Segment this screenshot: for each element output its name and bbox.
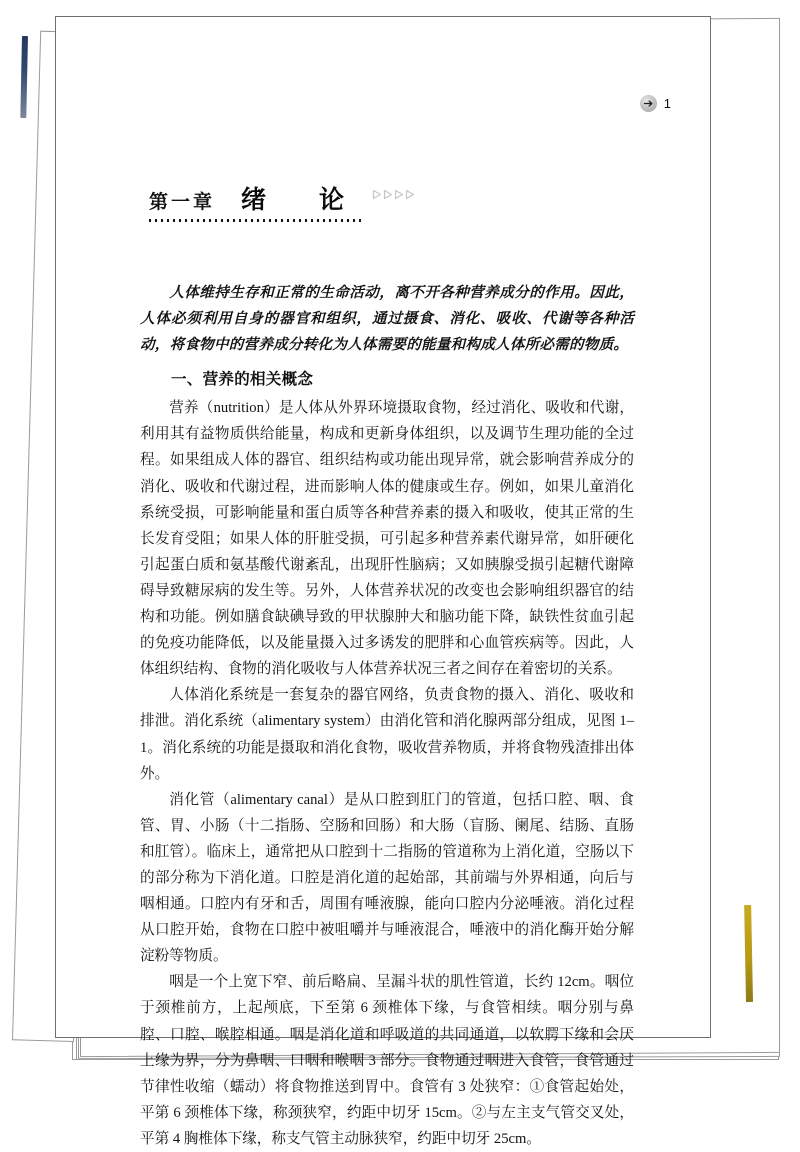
folio [640,95,671,112]
chapter-heading-row [149,180,479,216]
chapter-title: 绪 论 [241,187,359,214]
section-heading: 一、营养的相关概念 [171,371,314,389]
page-number: 1 [663,96,671,111]
paragraph-nutrition-definition: 营养（nutrition）是人体从外界环境摄取食物，经过消化、吸收和代谢，利用其有益物质供给能量，构成和更新身体组织，以及调节生理功能的全过程。如果组成人体的器官、组织结构或功能出现异常，就会影响营养成分的消化、吸收和代谢过程，进而影响人体的健康或生存。例如，如果儿童消化系统受损，可影响能量和蛋白质等各种营养素的摄入和吸收，使其正常的生长发育受阻；如果人体的肝脏受损，可引起多种营养素代谢异常，如肝硬化引起蛋白质和氨基酸代谢紊乱，出现肝性脑病；又如胰腺受损引起糖代谢障碍导致糖尿病的发生等。另外，人体营养状况的改变也会影响组织器官的结构和功能。例如膳食缺碘导致的甲状腺肿大和脑功能下降，缺铁性贫血引起的免疫功能降低，以及能量摄入过多诱发的肥胖和心血管疾病等。因此，人体组织结构、食物的消化吸收与人体营养状况三者之间存在着密切的关系。 [140,400,634,678]
paragraph-digestive-system: 人体消化系统是一套复杂的器官网络，负责食物的摄入、消化、吸收和排泄。消化系统（alimentary system）由消化管和消化腺两部分组成，见图 1–1。消化系统的功能是摄取和消化食物，吸收营养物质，并将食物残渣排出体外。 [140,687,634,782]
page-body [140,280,634,1152]
chapter-label: 第一章 [149,192,216,213]
chapter-heading [149,180,479,222]
front-page [55,16,711,1147]
arrow-circle-icon [640,95,657,112]
paragraph-intro: 人体维持生存和正常的生命活动，离不开各种营养成分的作用。因此，人体必须利用自身的器官和组织，通过摄食、消化、吸收、代谢等各种活动，将食物中的营养成分转化为人体需要的能量和构成人体所必需的物质。 [140,285,634,354]
paragraph-pharynx: 咽是一个上宽下窄、前后略扁、呈漏斗状的肌性管道，长约 12cm。咽位于颈椎前方，上起颅底，下至第 6 颈椎体下缘，与食管相续。咽分别与鼻腔、口腔、喉腔相通。咽是消化道和呼吸道的共同通道，以软腭下缘和会厌上缘为界，分为鼻咽、口咽和喉咽 3 部分。食物通过咽进入食管，食管通过节律性收缩（蠕动）将食物推送到胃中。食管有 3 处狭窄：①食管起始处，平第 6 颈椎体下缘，称颈狭窄，约距中切牙 15cm。②与左主支气管交叉处，平第 4 胸椎体下缘，称支气管主动脉狭窄，约距中切牙 25cm。 [140,974,634,1147]
chapter-dotted-rule [149,219,363,222]
paragraph-alimentary-canal: 消化管（alimentary canal）是从口腔到肛门的管道，包括口腔、咽、食管、胃、小肠（十二指肠、空肠和回肠）和大肠（盲肠、阑尾、结肠、直肠和肛管）。临床上，通常把从口腔到十二指肠的管道称为上消化道，空肠以下的部分称为下消化道。口腔是消化道的起始部，其前端与外界相通，向后与咽相通。口腔内有牙和舌，周围有唾液腺，能向口腔内分泌唾液。消化过程从口腔开始，食物在口腔中被咀嚼并与唾液混合，唾液中的消化酶开始分解淀粉等物质。 [140,791,634,965]
triangle-arrows-icon [372,188,418,201]
blue-bookmark-tab [20,36,28,118]
